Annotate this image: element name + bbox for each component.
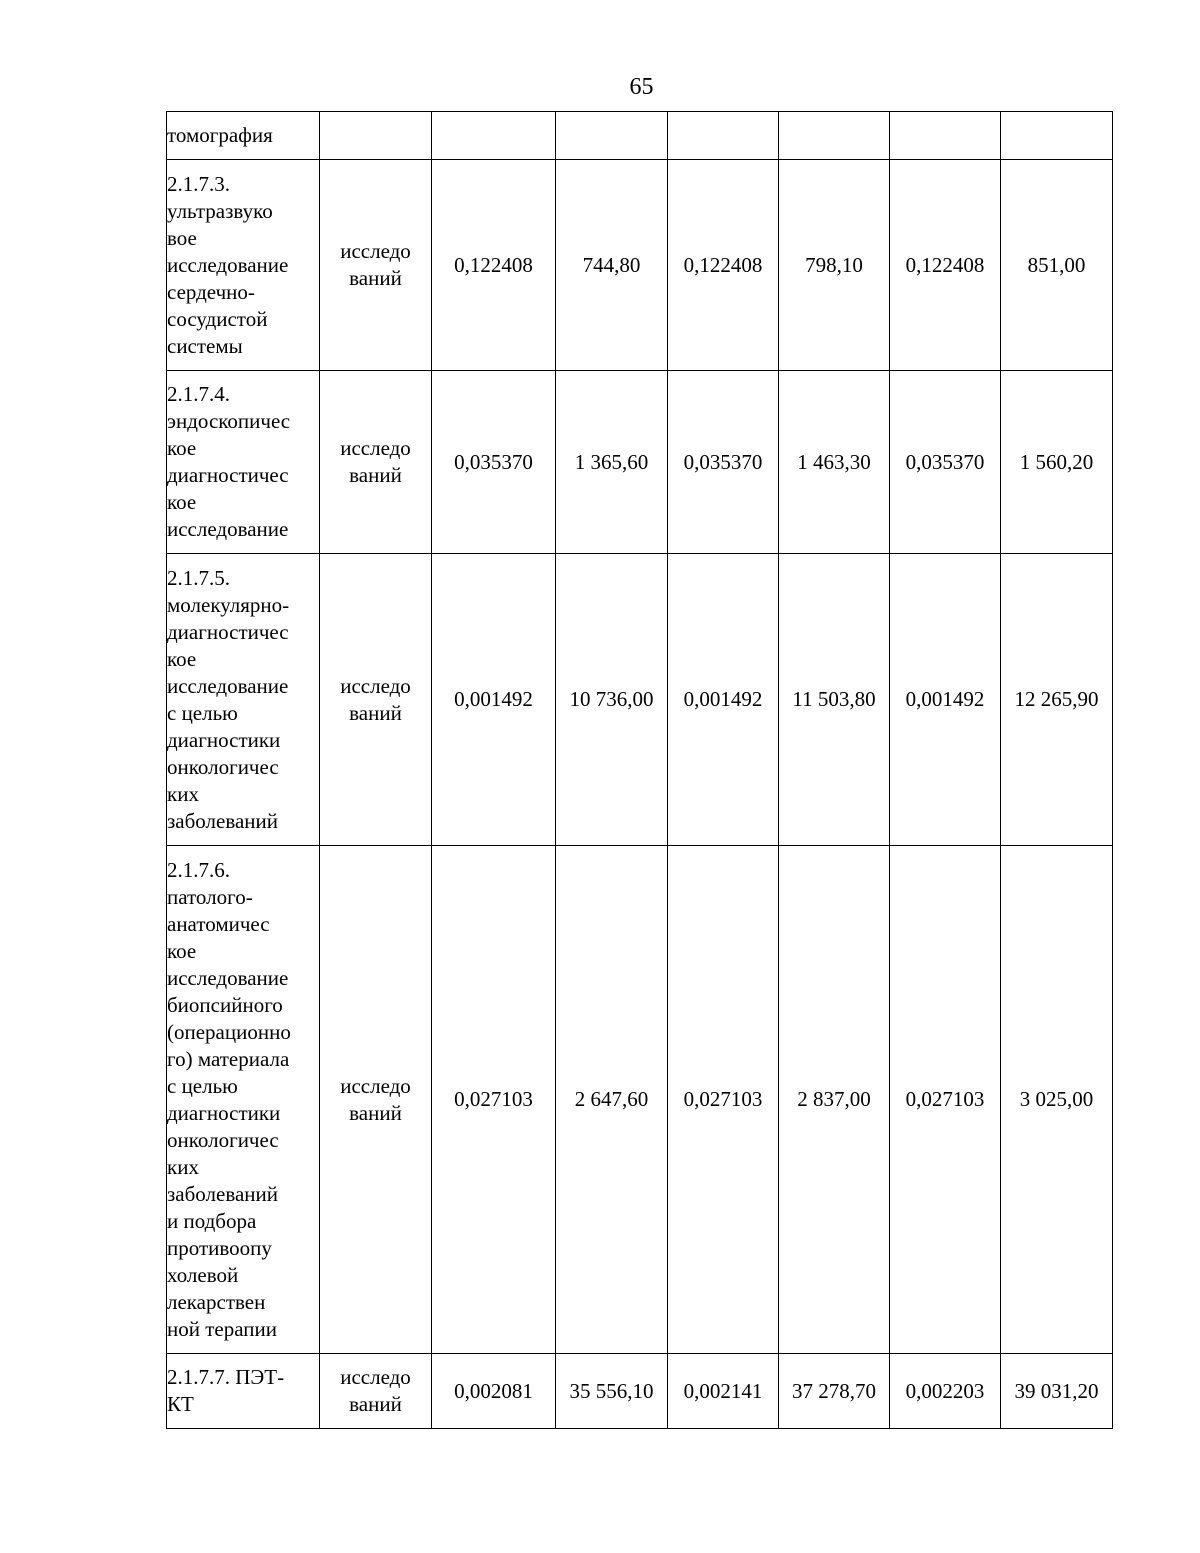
row-name-cell: 2.1.7.3. ультразвуко вое исследование сердечно- сосудистой системы — [167, 160, 320, 371]
row-name-cell: 2.1.7.5. молекулярно- диагностичес кое исследование с целью диагностики онкологичес ких заболеваний — [167, 554, 320, 846]
value-cell: 0,122408 — [668, 160, 779, 371]
value-cell: 3 025,00 — [1001, 846, 1113, 1354]
page-number: 65 — [629, 74, 654, 100]
value-cell: 0,001492 — [668, 554, 779, 846]
row-unit-cell — [320, 112, 432, 160]
table-row — [167, 371, 1113, 554]
value-cell: 0,002081 — [432, 1354, 556, 1429]
row-name-cell: 2.1.7.4. эндоскопичес кое диагностичес кое исследование — [167, 371, 320, 554]
value-cell: 37 278,70 — [779, 1354, 890, 1429]
value-cell: 12 265,90 — [1001, 554, 1113, 846]
row-unit-cell: исследо ваний — [320, 1354, 432, 1429]
value-cell: 0,035370 — [668, 371, 779, 554]
value-cell: 2 837,00 — [779, 846, 890, 1354]
row-unit-cell: исследо ваний — [320, 371, 432, 554]
value-cell: 0,027103 — [890, 846, 1001, 1354]
value-cell: 744,80 — [556, 160, 668, 371]
value-cell — [779, 112, 890, 160]
value-cell: 39 031,20 — [1001, 1354, 1113, 1429]
value-cell: 0,027103 — [432, 846, 556, 1354]
value-cell — [432, 112, 556, 160]
value-cell: 1 365,60 — [556, 371, 668, 554]
row-name-cell: 2.1.7.6. патолого- анатомичес кое исследование биопсийного (операционно го) материала с целью диагностики онкологичес ких заболеваний и подбора противоопу холевой лекарствен ной терапии — [167, 846, 320, 1354]
value-cell — [668, 112, 779, 160]
value-cell — [1001, 112, 1113, 160]
data-table — [166, 111, 1113, 1429]
row-name-cell: томография — [167, 112, 320, 160]
value-cell: 35 556,10 — [556, 1354, 668, 1429]
value-cell — [890, 112, 1001, 160]
value-cell: 798,10 — [779, 160, 890, 371]
value-cell: 11 503,80 — [779, 554, 890, 846]
value-cell: 0,002141 — [668, 1354, 779, 1429]
value-cell: 0,002203 — [890, 1354, 1001, 1429]
value-cell: 0,035370 — [432, 371, 556, 554]
value-cell: 0,122408 — [432, 160, 556, 371]
value-cell: 851,00 — [1001, 160, 1113, 371]
table-row — [167, 160, 1113, 371]
row-unit-cell: исследо ваний — [320, 554, 432, 846]
value-cell: 0,122408 — [890, 160, 1001, 371]
table-row — [167, 846, 1113, 1354]
value-cell — [556, 112, 668, 160]
row-unit-cell: исследо ваний — [320, 160, 432, 371]
table-row — [167, 112, 1113, 160]
value-cell: 10 736,00 — [556, 554, 668, 846]
value-cell: 0,027103 — [668, 846, 779, 1354]
value-cell: 2 647,60 — [556, 846, 668, 1354]
value-cell: 0,001492 — [890, 554, 1001, 846]
value-cell: 1 560,20 — [1001, 371, 1113, 554]
row-unit-cell: исследо ваний — [320, 846, 432, 1354]
table-row — [167, 554, 1113, 846]
value-cell: 0,035370 — [890, 371, 1001, 554]
table-row — [167, 1354, 1113, 1429]
row-name-cell: 2.1.7.7. ПЭТ- КТ — [167, 1354, 320, 1429]
value-cell: 0,001492 — [432, 554, 556, 846]
value-cell: 1 463,30 — [779, 371, 890, 554]
